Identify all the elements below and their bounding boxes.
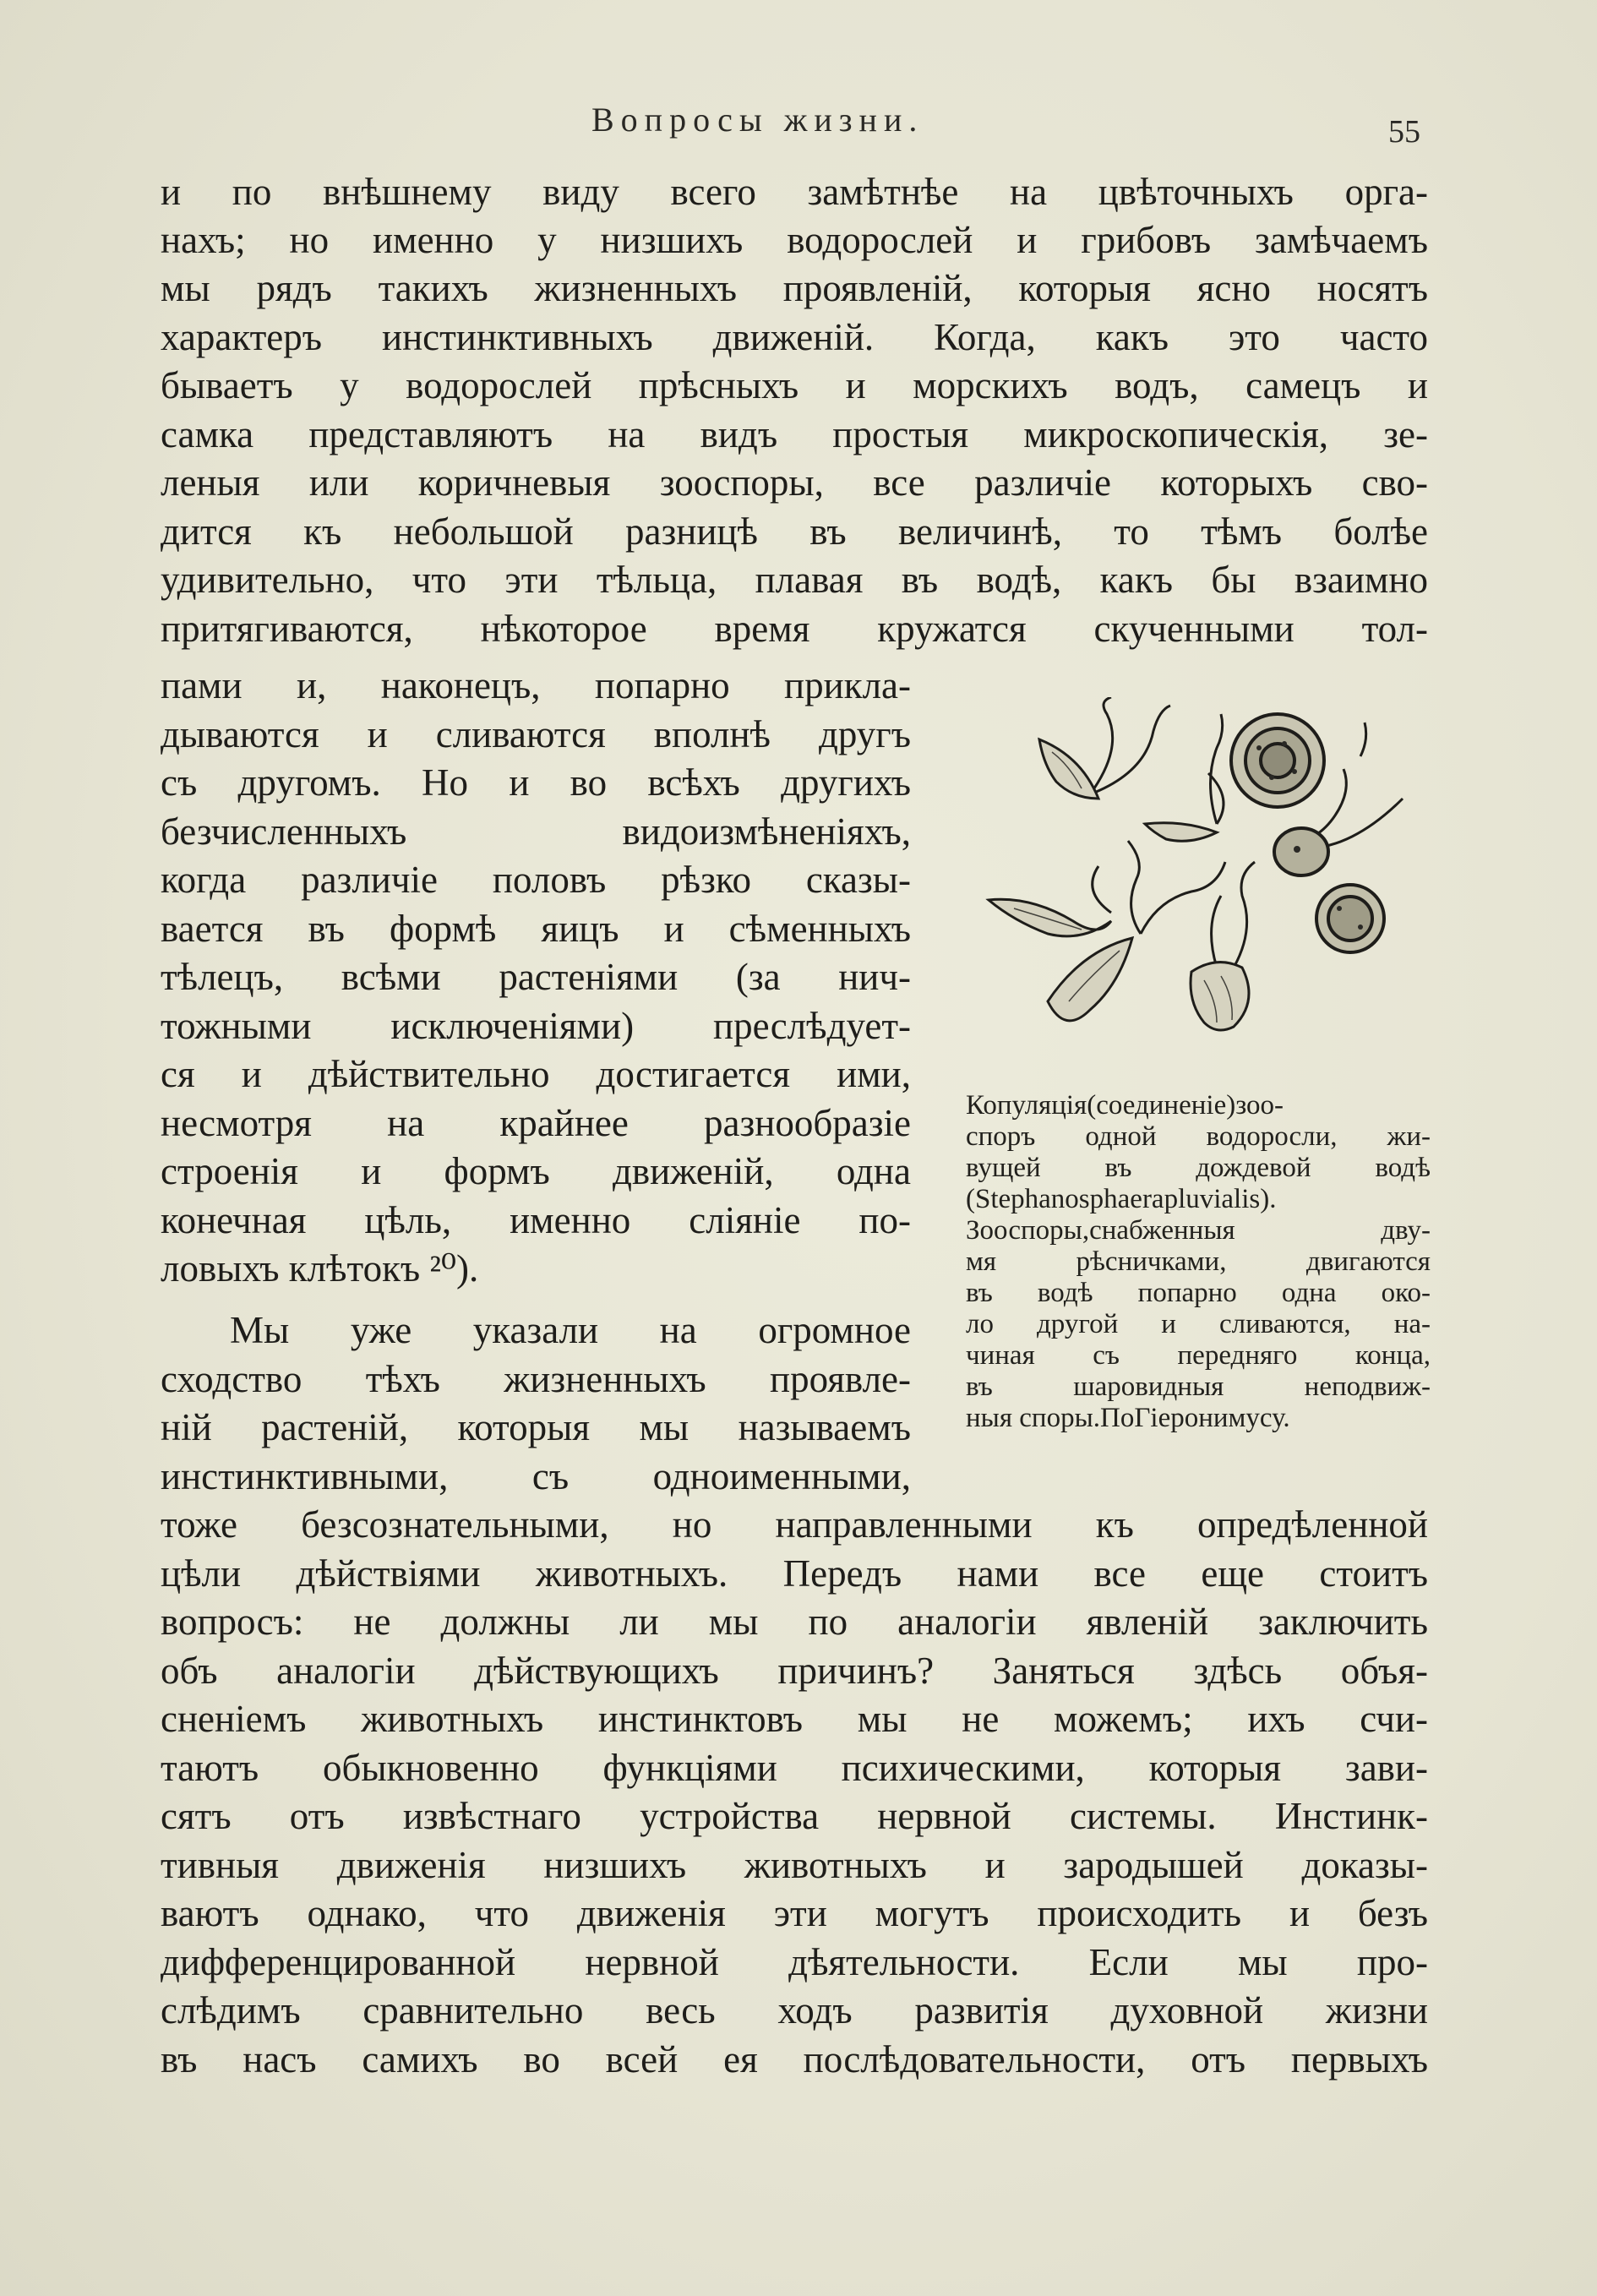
figure-caption-line: (Stephanosphaerapluvialis). xyxy=(966,1184,1277,1214)
text-line: строенія и формъ движеній, одна xyxy=(161,1150,911,1192)
figure-caption-line: споръ одной водоросли, жи- xyxy=(966,1121,1431,1152)
figure-caption-line: чиная съ передняго конца, xyxy=(966,1340,1431,1371)
text-line: безчисленныхъ видоизмѣненіяхъ, xyxy=(161,810,911,853)
text-line: ваютъ однако, что движенія эти могутъ происходить и безъ xyxy=(161,1892,1428,1934)
figure-caption-line: мя рѣсничками, двигаются xyxy=(966,1246,1431,1277)
figure-caption-line: вущей въ дождевой водѣ xyxy=(966,1153,1431,1183)
text-line: притягиваются, нѣкоторое время кружатся скученными тол- xyxy=(161,608,1428,650)
text-line: Мы уже указали на огромное xyxy=(230,1309,911,1351)
figure-caption-line: въ водѣ попарно одна око- xyxy=(966,1278,1431,1308)
text-line: ловыхъ клѣтокъ ²⁰). xyxy=(161,1247,479,1290)
text-line: конечная цѣль, именно сліяніе по- xyxy=(161,1199,911,1241)
figure-caption-line: ло другой и сливаются, на- xyxy=(966,1309,1431,1339)
figure-caption-line: ныя споры.ПоГіеронимусу. xyxy=(966,1403,1290,1433)
figure-caption-line: въ шаровидныя неподвиж- xyxy=(966,1372,1431,1402)
text-line: удивительно, что эти тѣльца, плавая въ водѣ, какъ бы взаимно xyxy=(161,559,1428,601)
figure-caption-line: Зооспоры,снабженныя дву- xyxy=(966,1215,1431,1246)
text-line: объ аналогіи дѣйствующихъ причинъ? Заняться здѣсь объя- xyxy=(161,1650,1428,1692)
text-line: вопросъ: не должны ли мы по аналогіи явленій заключить xyxy=(161,1601,1428,1643)
text-line: ся и дѣйствительно достигается ими, xyxy=(161,1053,911,1095)
text-line: сятъ отъ извѣстнаго устройства нервной системы. Инстинк- xyxy=(161,1795,1428,1837)
text-line: самка представляютъ на видъ простыя микроскопическія, зе- xyxy=(161,413,1428,455)
text-line: инстинктивными, съ одноименными, xyxy=(161,1455,911,1497)
text-line: несмотря на крайнее разнообразіе xyxy=(161,1102,911,1144)
text-line: слѣдимъ сравнительно весь ходъ развитія духовной жизни xyxy=(161,1989,1428,2031)
page-number: 55 xyxy=(1388,114,1420,150)
text-line: характеръ инстинктивныхъ движеній. Когда, какъ это часто xyxy=(161,316,1428,358)
text-line: цѣли дѣйствіями животныхъ. Передъ нами все еще стоитъ xyxy=(161,1552,1428,1595)
text-line: когда различіе половъ рѣзко сказы- xyxy=(161,859,911,901)
text-line: таютъ обыкновенно функціями психическими, которыя зави- xyxy=(161,1747,1428,1789)
text-line: мы рядъ такихъ жизненныхъ проявленій, которыя ясно носятъ xyxy=(161,267,1428,309)
text-line: дифференцированной нервной дѣятельности. Если мы про- xyxy=(161,1941,1428,1983)
figure-caption-line: Копуляція(соединеніе)зоо- xyxy=(966,1090,1284,1121)
text-line: дится къ небольшой разницѣ въ величинѣ, то тѣмъ болѣе xyxy=(161,510,1428,553)
text-line: въ насъ самихъ во всей ея послѣдовательности, отъ первыхъ xyxy=(161,2038,1428,2081)
text-line: тивныя движенія низшихъ животныхъ и зародышей доказы- xyxy=(161,1844,1428,1886)
text-line: сходство тѣхъ жизненныхъ проявле- xyxy=(161,1358,911,1400)
text-line: бываетъ у водорослей прѣсныхъ и морскихъ водъ, самецъ и xyxy=(161,364,1428,406)
text-line: тѣлецъ, всѣми растеніями (за нич- xyxy=(161,956,911,998)
running-header: Вопросы жизни. xyxy=(591,101,924,139)
text-line: тоже безсознательными, но направленными къ опредѣленной xyxy=(161,1503,1428,1546)
text-line: нахъ; но именно у низшихъ водорослей и грибовъ замѣчаемъ xyxy=(161,219,1428,261)
algae-zoospores-icon xyxy=(963,697,1420,1061)
text-line: вается въ формѣ яицъ и сѣменныхъ xyxy=(161,908,911,950)
text-line: и по внѣшнему виду всего замѣтнѣе на цвѣточныхъ орга- xyxy=(161,171,1428,213)
text-line: ній растеній, которыя мы называемъ xyxy=(161,1406,911,1448)
text-line: сненіемъ животныхъ инстинктовъ мы не можемъ; ихъ счи- xyxy=(161,1698,1428,1740)
text-line: пами и, наконецъ, попарно прикла- xyxy=(161,664,911,706)
text-line: дываются и сливаются вполнѣ другъ xyxy=(161,713,911,755)
text-line: леныя или коричневыя зооспоры, все различіе которыхъ сво- xyxy=(161,461,1428,504)
text-line: тожными исключеніями) преслѣдует- xyxy=(161,1005,911,1047)
text-line: съ другомъ. Но и во всѣхъ другихъ xyxy=(161,761,911,804)
